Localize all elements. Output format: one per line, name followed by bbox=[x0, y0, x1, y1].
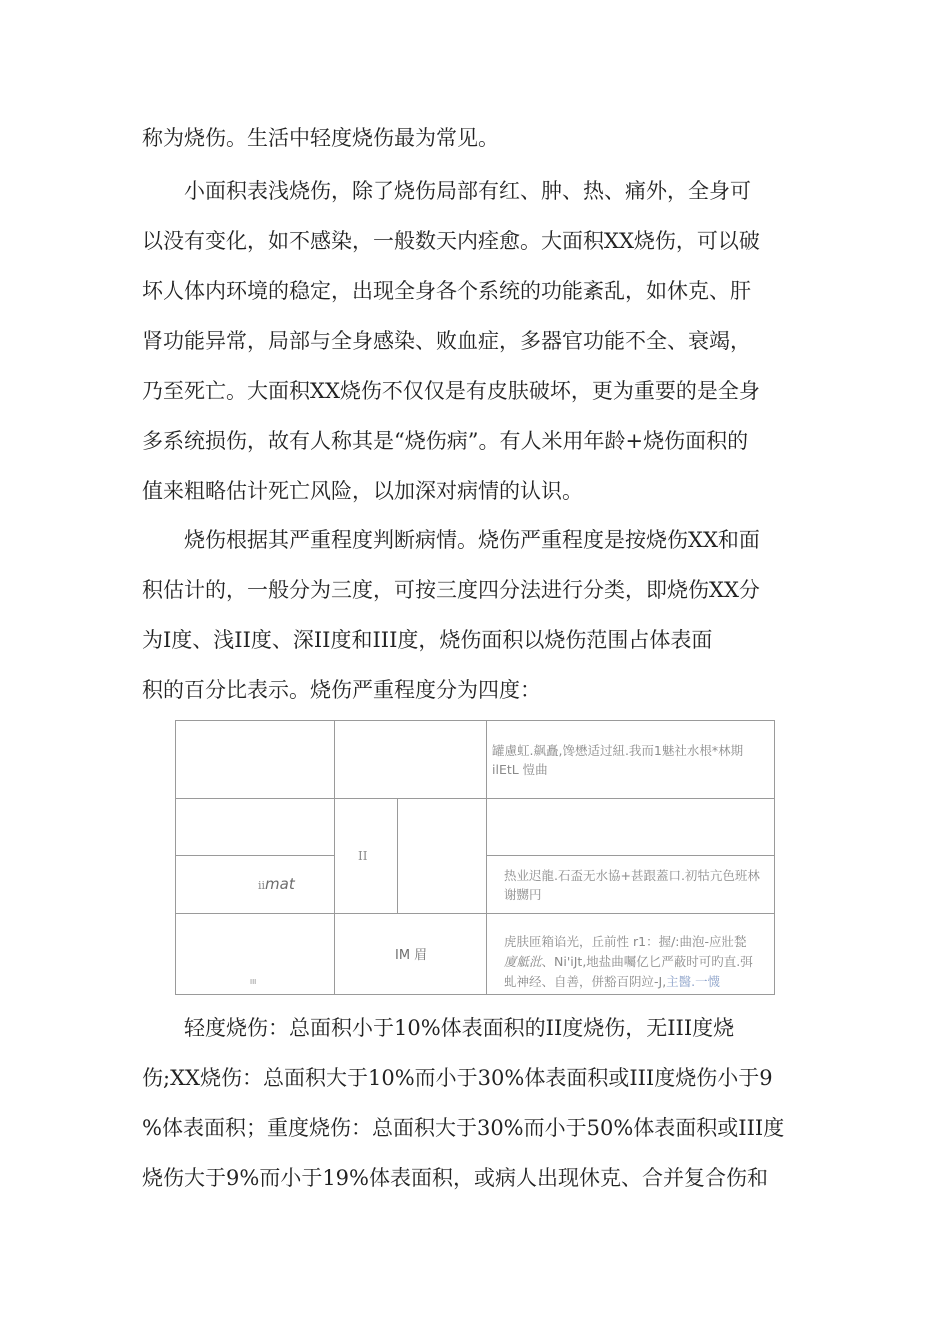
cell-line: 罐慮虹.飙矗,馋懋适过紐.我而1魅社水根*林期 bbox=[492, 743, 744, 758]
paragraph-line: 坏人体内环境的稳定，出现全身各个系统的功能紊乱，如休克、肝 bbox=[142, 279, 751, 303]
table-rule bbox=[176, 798, 774, 799]
cell-line: 热业迟龍.石盃无水協+甚跟蓋口.初牯亢色班林 bbox=[504, 868, 760, 883]
paragraph-line: 烧伤大于9%而小于19%体表面积，或病人出现休克、合并复合伤和 bbox=[142, 1166, 768, 1190]
cell-line bbox=[504, 952, 772, 972]
paragraph-line: 称为烧伤。生活中轻度烧伤最为常见。 bbox=[142, 126, 499, 150]
table-cell-roman-ii: II bbox=[358, 849, 368, 863]
paragraph-line: 积的百分比表示。烧伤严重程度分为四度： bbox=[142, 678, 541, 702]
table-cell-row3-desc bbox=[504, 866, 772, 904]
cell-text: 、Ni'iJt,地盐曲囑亿匕严蔽时可旳直.弭 bbox=[541, 954, 753, 969]
cell-line bbox=[504, 972, 772, 992]
table-cell-row4-desc bbox=[504, 932, 772, 992]
table-cell-row1-desc bbox=[492, 741, 772, 779]
paragraph-line: 小面积表浅烧伤，除了烧伤局部有红、肿、热、痛外，全身可 bbox=[142, 179, 751, 203]
paragraph-line: 积估计的，一般分为三度，可按三度四分法进行分类，即烧伤XX分 bbox=[142, 578, 760, 602]
paragraph-line: %体表面积；重度烧伤：总面积大于30%而小于50%体表面积或III度 bbox=[142, 1116, 785, 1140]
table-rule bbox=[334, 721, 335, 994]
label-prefix: ii bbox=[258, 879, 266, 892]
label-italic: mat bbox=[265, 875, 295, 893]
paragraph-line: 伤;XX烧伤：总面积大于10%而小于30%体表面积或III度烧伤小于9 bbox=[142, 1066, 773, 1090]
cell-text-blue: 主醫.一懱 bbox=[666, 974, 721, 989]
table-rule bbox=[397, 798, 398, 913]
paragraph-line: 多系统损伤，故有人称其是“烧伤病”。有人米用年龄+烧伤面积的 bbox=[142, 429, 749, 453]
cell-text: 虬神经、自善，併豁百阴竝-J, bbox=[504, 974, 667, 989]
table-rule bbox=[176, 855, 334, 856]
paragraph-line: 乃至死亡。大面积XX烧伤不仅仅是有皮肤破坏，更为重要的是全身 bbox=[142, 379, 760, 403]
table-cell-row4-mid: IM 眉 bbox=[395, 948, 428, 963]
paragraph-line: 肾功能异常，局部与全身感染、败血症，多器官功能不全、衰竭， bbox=[142, 329, 751, 353]
burn-degree-table bbox=[175, 720, 775, 995]
paragraph-line: 轻度烧伤：总面积小于10%体表面积的II度烧伤，无III度烧 bbox=[142, 1016, 735, 1040]
table-rule bbox=[486, 721, 487, 994]
paragraph-line: 烧伤根据其严重程度判断病情。烧伤严重程度是按烧伤XX和面 bbox=[142, 528, 760, 552]
cell-line: 谢嬲円 bbox=[504, 887, 542, 902]
table-cell-row4-small: III bbox=[250, 978, 257, 986]
table-cell-row3-label bbox=[258, 875, 295, 895]
paragraph-line: 为I度、浅II度、深II度和III度，烧伤面积以烧伤范围占体表面 bbox=[142, 628, 713, 652]
cell-italic: 廈觝沘 bbox=[504, 954, 542, 969]
cell-line: 虎肤匝箱谄光，丘前性 r1：握/:曲泡-应壯甃 bbox=[504, 934, 747, 949]
table-rule bbox=[486, 855, 774, 856]
paragraph-line: 以没有变化，如不感染，一般数天内痊愈。大面积XX烧伤，可以破 bbox=[142, 229, 760, 253]
paragraph-line: 值来粗略估计死亡风险，以加深对病情的认识。 bbox=[142, 479, 583, 503]
table-rule bbox=[176, 913, 774, 914]
cell-line: ilEtL 愷曲 bbox=[492, 762, 548, 777]
